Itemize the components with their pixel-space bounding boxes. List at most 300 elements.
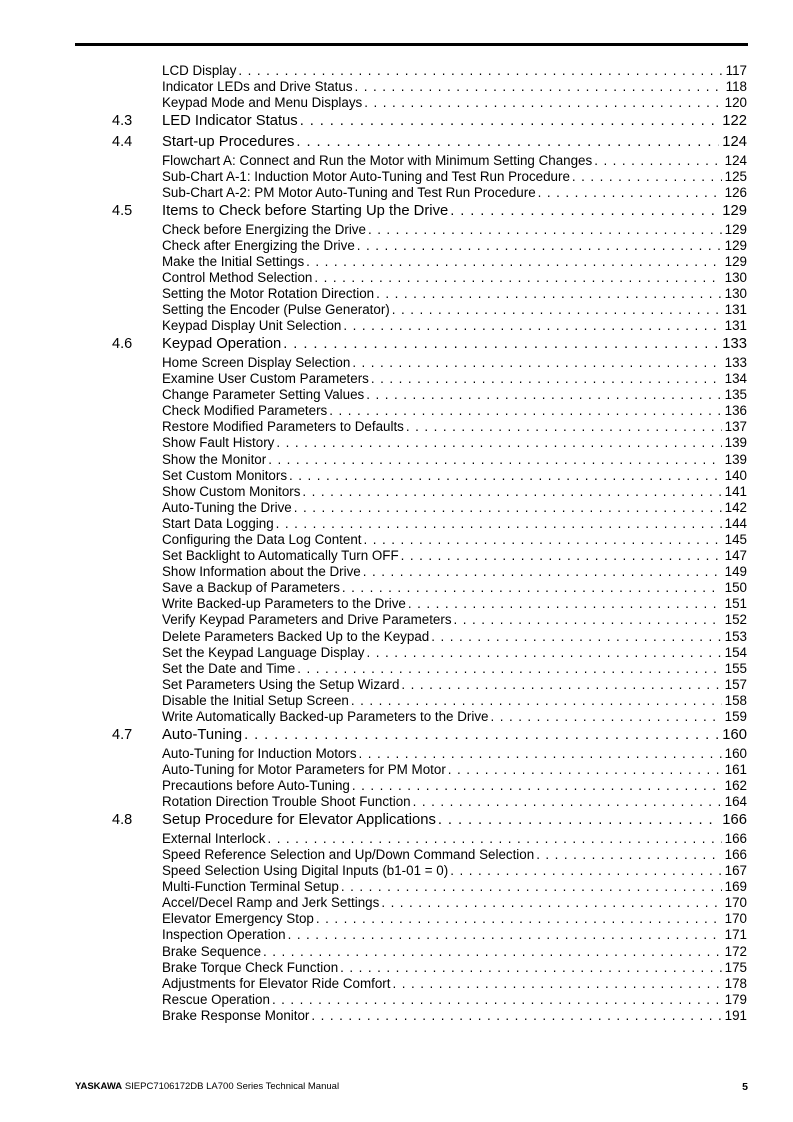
toc-entry-line — [162, 222, 747, 237]
toc-entry-title: Check after Energizing the Drive — [162, 237, 355, 253]
toc-leader-dots — [538, 185, 722, 200]
toc-entry-title: Home Screen Display Selection — [162, 354, 351, 370]
toc-entry-line — [162, 596, 747, 611]
toc-leader-dots — [314, 270, 721, 285]
toc-entry-line — [162, 693, 747, 708]
toc-page-number: 142 — [724, 499, 747, 515]
toc-section-row[interactable] — [0, 809, 793, 830]
toc-entry-row[interactable] — [0, 595, 793, 611]
toc-entry-row[interactable] — [0, 285, 793, 301]
toc-entry-title: Show Information about the Drive — [162, 564, 361, 580]
toc-entry-title: Check before Energizing the Drive — [162, 221, 366, 237]
toc-entry-row[interactable] — [0, 991, 793, 1007]
toc-page-number: 166 — [722, 812, 747, 829]
toc-entry-line — [162, 203, 747, 220]
toc-entry-title: Sub-Chart A-2: PM Motor Auto-Tuning and Test Run Procedure — [162, 184, 536, 200]
toc-entry-row[interactable] — [0, 644, 793, 660]
toc-leader-dots — [408, 596, 722, 611]
toc-page-number: 141 — [724, 483, 747, 499]
toc-leader-dots — [438, 812, 719, 829]
toc-entry-title: Make the Initial Settings — [162, 253, 305, 269]
toc-page-number: 139 — [724, 451, 747, 467]
toc-section-number: 4.8 — [112, 812, 133, 829]
toc-page-number: 120 — [724, 95, 747, 111]
toc-entry-row[interactable] — [0, 777, 793, 793]
toc-leader-dots — [289, 468, 722, 483]
toc-entry-title: Setting the Encoder (Pulse Generator) — [162, 302, 390, 318]
toc-entry-line — [162, 169, 747, 184]
toc-page-number: 160 — [722, 727, 747, 744]
toc-entry-title: Keypad Display Unit Selection — [162, 318, 342, 334]
toc-page-number: 129 — [724, 253, 747, 269]
toc-leader-dots — [316, 911, 722, 926]
toc-page-number: 134 — [724, 371, 747, 387]
toc-entry-row[interactable] — [0, 793, 793, 809]
toc-page-number: 122 — [722, 113, 747, 130]
toc-entry-line — [162, 153, 747, 168]
table-of-contents — [0, 62, 793, 1023]
toc-page-number: 145 — [724, 532, 747, 547]
toc-entry-title: Rotation Direction Trouble Shoot Function — [162, 794, 411, 810]
toc-entry-line — [162, 548, 747, 563]
toc-entry-title: Brake Torque Check Function — [162, 959, 339, 975]
toc-entry-row[interactable] — [0, 531, 793, 547]
toc-entry-title: Save a Backup of Parameters — [162, 580, 340, 596]
toc-entry-line — [162, 468, 747, 483]
toc-leader-dots — [367, 645, 722, 660]
toc-entry-title: Accel/Decel Ramp and Jerk Settings — [162, 895, 380, 911]
toc-section-row[interactable] — [0, 200, 793, 221]
toc-leader-dots — [238, 63, 722, 78]
toc-page-number: 191 — [724, 1007, 747, 1023]
toc-entry-line — [162, 500, 747, 515]
toc-entry-row[interactable] — [0, 943, 793, 959]
toc-entry-row[interactable] — [0, 959, 793, 975]
toc-entry-line — [162, 677, 747, 692]
toc-page-number: 151 — [724, 596, 747, 612]
toc-leader-dots — [357, 238, 722, 253]
toc-entry-row[interactable] — [0, 1007, 793, 1023]
toc-leader-dots — [244, 727, 719, 744]
toc-entry-row[interactable] — [0, 830, 793, 846]
toc-entry-row[interactable] — [0, 878, 793, 894]
toc-entry-title: Speed Selection Using Digital Inputs (b1-01 = 0) — [162, 863, 449, 879]
toc-leader-dots — [306, 254, 721, 269]
toc-leader-dots — [448, 762, 722, 777]
toc-leader-dots — [311, 1008, 721, 1023]
toc-entry-row[interactable] — [0, 611, 793, 627]
toc-page-number: 144 — [724, 515, 747, 531]
toc-entry-row[interactable] — [0, 862, 793, 878]
toc-entry-row[interactable] — [0, 975, 793, 991]
toc-entry-line — [162, 238, 747, 253]
toc-entry-line — [162, 355, 747, 370]
toc-leader-dots — [352, 355, 721, 370]
toc-entry-row[interactable] — [0, 451, 793, 467]
toc-entry-title: Speed Reference Selection and Up/Down Command Selection — [162, 846, 535, 862]
toc-entry-line — [162, 580, 747, 595]
toc-entry-line — [162, 960, 747, 975]
toc-entry-title: Rescue Operation — [162, 991, 270, 1007]
toc-entry-row[interactable] — [0, 692, 793, 708]
toc-entry-row[interactable] — [0, 152, 793, 168]
toc-entry-title: External Interlock — [162, 830, 266, 846]
toc-section-row[interactable] — [0, 110, 793, 131]
toc-entry-line — [162, 895, 747, 910]
toc-entry-line — [162, 661, 747, 676]
toc-entry-title: Brake Response Monitor — [162, 1007, 310, 1023]
toc-entry-line — [162, 532, 747, 547]
toc-page-number: 152 — [724, 612, 747, 628]
toc-entry-line — [162, 709, 747, 724]
toc-entry-line — [162, 270, 747, 285]
toc-entry-line — [162, 778, 747, 793]
toc-entry-row[interactable] — [0, 499, 793, 515]
toc-entry-title: Keypad Operation — [162, 336, 282, 353]
toc-entry-title: Flowchart A: Connect and Run the Motor with Minimum Setting Changes — [162, 152, 593, 168]
toc-entry-row[interactable] — [0, 628, 793, 644]
toc-leader-dots — [368, 222, 722, 237]
toc-page-number: 124 — [724, 152, 747, 168]
toc-entry-line — [162, 879, 747, 894]
toc-entry-title: Auto-Tuning for Motor Parameters for PM Motor — [162, 761, 446, 777]
toc-entry-row[interactable] — [0, 563, 793, 579]
footer-page-number: 5 — [742, 1081, 748, 1093]
toc-entry-line — [162, 452, 747, 467]
toc-entry-line — [162, 645, 747, 660]
toc-entry-row[interactable] — [0, 418, 793, 434]
toc-leader-dots — [401, 548, 722, 563]
toc-leader-dots — [342, 580, 722, 595]
toc-entry-title: Elevator Emergency Stop — [162, 911, 314, 927]
toc-entry-row[interactable] — [0, 237, 793, 253]
toc-leader-dots — [268, 452, 721, 467]
toc-leader-dots — [294, 500, 722, 515]
toc-page-number: 126 — [724, 184, 747, 200]
toc-entry-row[interactable] — [0, 515, 793, 531]
toc-leader-dots — [341, 879, 722, 894]
toc-page-number: 166 — [724, 846, 747, 862]
toc-entry-row[interactable] — [0, 894, 793, 910]
toc-leader-dots — [381, 895, 721, 910]
toc-entry-row[interactable] — [0, 168, 793, 184]
toc-page-number: 136 — [724, 403, 747, 419]
toc-page-number: 155 — [724, 660, 747, 676]
toc-entry-title: Write Backed-up Parameters to the Drive — [162, 596, 406, 612]
toc-entry-line — [162, 746, 747, 761]
toc-leader-dots — [288, 927, 722, 942]
toc-entry-title: Change Parameter Setting Values — [162, 387, 365, 403]
toc-page-number: 172 — [724, 943, 747, 959]
toc-entry-line — [162, 944, 747, 959]
toc-leader-dots — [359, 746, 722, 761]
toc-entry-line — [162, 254, 747, 269]
toc-entry-title: Setting the Motor Rotation Direction — [162, 286, 375, 301]
toc-page-number: 167 — [724, 863, 747, 879]
toc-entry-row[interactable] — [0, 660, 793, 676]
header-rule — [75, 43, 748, 46]
toc-leader-dots — [371, 371, 722, 386]
toc-page-number: 129 — [724, 221, 747, 237]
toc-page-number: 157 — [724, 676, 747, 692]
toc-entry-line — [162, 63, 747, 78]
toc-entry-title: Verify Keypad Parameters and Drive Parameters — [162, 612, 452, 628]
toc-entry-title: Show Custom Monitors — [162, 483, 301, 499]
toc-page-number: 130 — [724, 269, 747, 285]
toc-page-number: 129 — [722, 202, 747, 219]
toc-section-number: 4.6 — [112, 336, 133, 353]
toc-entry-row[interactable] — [0, 253, 793, 269]
toc-entry-row[interactable] — [0, 317, 793, 333]
toc-page-number: 133 — [722, 336, 747, 353]
toc-leader-dots — [355, 79, 723, 94]
toc-entry-title: LED Indicator Status — [162, 113, 298, 130]
toc-entry-title: Items to Check before Starting Up the Drive — [162, 202, 449, 219]
toc-entry-line — [162, 387, 747, 402]
toc-entry-row[interactable] — [0, 94, 793, 110]
toc-page-number: 162 — [724, 778, 747, 793]
toc-entry-title: Multi-Function Terminal Setup — [162, 879, 339, 895]
toc-leader-dots — [263, 944, 722, 959]
toc-page-number: 129 — [724, 237, 747, 253]
toc-leader-dots — [364, 532, 722, 547]
toc-leader-dots — [364, 95, 721, 110]
toc-entry-line — [162, 831, 747, 846]
toc-entry-line — [162, 185, 747, 200]
toc-entry-line — [162, 336, 747, 353]
toc-entry-line — [162, 863, 747, 878]
toc-leader-dots — [536, 847, 721, 862]
toc-entry-title: Show Fault History — [162, 435, 275, 451]
toc-page-number: 161 — [724, 761, 747, 777]
toc-entry-line — [162, 927, 747, 942]
toc-entry-line — [162, 911, 747, 926]
toc-page-number: 171 — [724, 927, 747, 943]
toc-leader-dots — [392, 302, 722, 317]
toc-leader-dots — [300, 113, 720, 130]
toc-entry-row[interactable] — [0, 745, 793, 761]
toc-entry-title: Delete Parameters Backed Up to the Keypad — [162, 628, 430, 644]
toc-entry-row[interactable] — [0, 926, 793, 942]
toc-entry-title: Start Data Logging — [162, 515, 274, 531]
toc-section-number: 4.5 — [112, 202, 133, 219]
toc-entry-line — [162, 435, 747, 450]
toc-entry-title: Configuring the Data Log Content — [162, 532, 362, 547]
toc-leader-dots — [267, 831, 721, 846]
toc-leader-dots — [363, 564, 722, 579]
toc-entry-row[interactable] — [0, 62, 793, 78]
toc-entry-line — [162, 847, 747, 862]
toc-entry-line — [162, 992, 747, 1007]
toc-entry-title: Set the Keypad Language Display — [162, 644, 365, 660]
toc-entry-title: Control Method Selection — [162, 269, 313, 285]
toc-leader-dots — [392, 976, 721, 991]
toc-leader-dots — [366, 387, 721, 402]
toc-entry-title: Precautions before Auto-Tuning — [162, 778, 350, 793]
toc-page-number: 153 — [724, 628, 747, 644]
toc-entry-line — [162, 1008, 747, 1023]
toc-entry-row[interactable] — [0, 301, 793, 317]
toc-entry-row[interactable] — [0, 354, 793, 370]
toc-entry-title: Set the Date and Time — [162, 660, 296, 676]
toc-page-number: 124 — [722, 133, 747, 150]
toc-leader-dots — [490, 709, 721, 724]
toc-section-row[interactable] — [0, 131, 793, 152]
toc-entry-row[interactable] — [0, 761, 793, 777]
toc-entry-line — [162, 371, 747, 386]
toc-entry-title: Adjustments for Elevator Ride Comfort — [162, 975, 391, 991]
toc-entry-line — [162, 762, 747, 777]
toc-leader-dots — [450, 203, 719, 220]
toc-section-number: 4.7 — [112, 727, 133, 744]
toc-entry-row[interactable] — [0, 221, 793, 237]
toc-entry-row[interactable] — [0, 846, 793, 862]
toc-entry-row[interactable] — [0, 676, 793, 692]
toc-page-number: 166 — [724, 830, 747, 846]
toc-leader-dots — [276, 435, 721, 450]
toc-page-number: 137 — [724, 419, 747, 435]
toc-leader-dots — [450, 863, 721, 878]
toc-entry-row[interactable] — [0, 184, 793, 200]
toc-section-number: 4.3 — [112, 113, 133, 130]
footer-manual-title — [75, 1081, 339, 1093]
toc-entry-line — [162, 794, 747, 809]
toc-entry-row[interactable] — [0, 434, 793, 450]
toc-entry-line — [162, 612, 747, 627]
footer-brand: YASKAWA — [75, 1081, 123, 1092]
toc-entry-title: Set Parameters Using the Setup Wizard — [162, 676, 400, 692]
toc-leader-dots — [401, 677, 721, 692]
toc-entry-title: Keypad Mode and Menu Displays — [162, 95, 363, 111]
toc-entry-line — [162, 79, 747, 94]
toc-section-number: 4.4 — [112, 133, 133, 150]
toc-entry-line — [162, 302, 747, 317]
toc-entry-title: Auto-Tuning — [162, 727, 243, 744]
toc-entry-title: Set Backlight to Automatically Turn OFF — [162, 548, 399, 564]
toc-leader-dots — [283, 336, 719, 353]
toc-entry-row[interactable] — [0, 483, 793, 499]
toc-page-number: 140 — [724, 467, 747, 483]
toc-entry-title: Examine User Custom Parameters — [162, 371, 369, 387]
footer-manual-name: SIEPC7106172DB LA700 Series Technical Manual — [124, 1081, 340, 1092]
toc-leader-dots — [272, 992, 722, 1007]
toc-page-number: 131 — [724, 302, 747, 318]
toc-entry-title: Setup Procedure for Elevator Applications — [162, 812, 436, 829]
toc-entry-row[interactable] — [0, 402, 793, 418]
toc-entry-line — [162, 516, 747, 531]
toc-entry-title: Write Automatically Backed-up Parameters to the Drive — [162, 709, 489, 725]
toc-page-number: 117 — [725, 63, 747, 78]
toc-entry-title: Inspection Operation — [162, 927, 286, 943]
toc-page-number: 135 — [724, 387, 747, 403]
toc-section-row[interactable] — [0, 724, 793, 745]
toc-entry-line — [162, 134, 747, 151]
toc-page-number: 130 — [724, 286, 747, 301]
toc-page-number: 160 — [724, 745, 747, 761]
toc-entry-row[interactable] — [0, 370, 793, 386]
toc-page-number: 147 — [724, 548, 747, 564]
toc-page-number: 169 — [724, 879, 747, 895]
toc-entry-title: Auto-Tuning the Drive — [162, 499, 292, 515]
toc-leader-dots — [454, 612, 722, 627]
toc-page-number: 125 — [724, 168, 747, 184]
toc-page-number: 178 — [724, 975, 747, 991]
toc-entry-title: LCD Display — [162, 63, 237, 78]
toc-page-number: 170 — [724, 895, 747, 911]
toc-leader-dots — [329, 403, 721, 418]
toc-entry-line — [162, 629, 747, 644]
toc-entry-line — [162, 113, 747, 130]
toc-leader-dots — [572, 169, 722, 184]
toc-leader-dots — [340, 960, 721, 975]
toc-leader-dots — [352, 778, 722, 793]
toc-page-number: 154 — [724, 644, 747, 660]
toc-leader-dots — [406, 419, 722, 434]
toc-leader-dots — [351, 693, 722, 708]
toc-leader-dots — [276, 516, 722, 531]
toc-entry-row[interactable] — [0, 547, 793, 563]
toc-page-number: 159 — [724, 709, 747, 725]
toc-leader-dots — [297, 661, 721, 676]
toc-page-number: 139 — [724, 435, 747, 451]
toc-page-number: 150 — [724, 580, 747, 596]
toc-leader-dots — [302, 484, 721, 499]
toc-page-number: 133 — [724, 354, 747, 370]
toc-leader-dots — [343, 318, 721, 333]
toc-entry-line — [162, 564, 747, 579]
toc-entry-line — [162, 95, 747, 110]
toc-leader-dots — [431, 629, 721, 644]
toc-entry-row[interactable] — [0, 467, 793, 483]
toc-page-number: 131 — [724, 318, 747, 334]
toc-entry-title: Indicator LEDs and Drive Status — [162, 79, 353, 95]
toc-entry-title: Show the Monitor — [162, 451, 267, 467]
toc-leader-dots — [376, 286, 722, 301]
toc-entry-row[interactable] — [0, 910, 793, 926]
toc-page-number: 118 — [725, 79, 747, 95]
toc-entry-row[interactable] — [0, 78, 793, 94]
toc-entry-line — [162, 286, 747, 301]
toc-section-row[interactable] — [0, 333, 793, 354]
toc-entry-row[interactable] — [0, 579, 793, 595]
toc-entry-row[interactable] — [0, 386, 793, 402]
toc-entry-row[interactable] — [0, 269, 793, 285]
toc-entry-line — [162, 727, 747, 744]
toc-entry-title: Sub-Chart A-1: Induction Motor Auto-Tuning and Test Run Procedure — [162, 168, 570, 184]
toc-entry-line — [162, 419, 747, 434]
toc-entry-title: Disable the Initial Setup Screen — [162, 692, 349, 708]
toc-leader-dots — [594, 153, 721, 168]
toc-leader-dots — [413, 794, 722, 809]
toc-page-number: 149 — [724, 564, 747, 580]
toc-entry-line — [162, 318, 747, 333]
toc-entry-line — [162, 976, 747, 991]
toc-entry-line — [162, 812, 747, 829]
page-footer — [75, 1081, 748, 1093]
toc-leader-dots — [296, 134, 719, 151]
toc-page-number: 170 — [724, 911, 747, 927]
toc-entry-title: Start-up Procedures — [162, 133, 295, 150]
toc-entry-title: Check Modified Parameters — [162, 403, 328, 419]
toc-entry-title: Brake Sequence — [162, 943, 262, 959]
toc-entry-line — [162, 403, 747, 418]
toc-entry-row[interactable] — [0, 708, 793, 724]
toc-page-number: 175 — [724, 959, 747, 975]
toc-page-number: 158 — [724, 692, 747, 708]
toc-page-number: 179 — [724, 991, 747, 1007]
toc-entry-title: Set Custom Monitors — [162, 467, 288, 483]
toc-page-number: 164 — [724, 794, 747, 810]
